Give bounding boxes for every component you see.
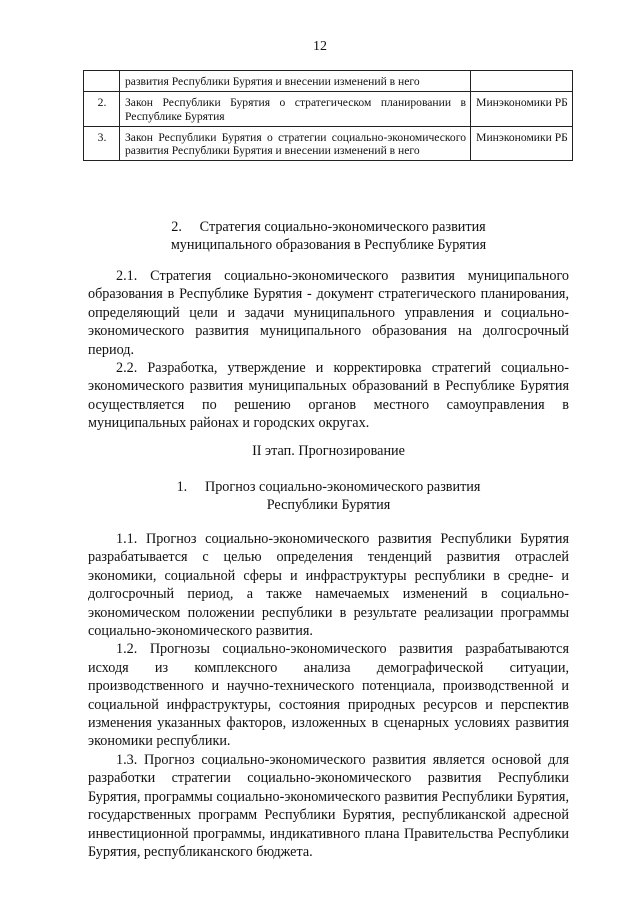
section-1-body bbox=[88, 530, 569, 861]
section-2-heading-line1: 2. Стратегия социально-экономического развития bbox=[171, 219, 486, 235]
row-responsible bbox=[471, 71, 573, 92]
table-row bbox=[84, 71, 573, 92]
paragraph-2-2: 2.2. Разработка, утверждение и корректировка стратегий социально-экономического развития муниципальных образований в Республике Бурятия осуществляется по решению органов местного самоуправления в муниципальных районах и городских округах. bbox=[88, 360, 569, 432]
section-2-heading bbox=[88, 218, 569, 255]
row-responsible: Минэкономики РБ bbox=[471, 92, 573, 127]
paragraph-1-1: 1.1. Прогноз социально-экономического развития Республики Бурятия разрабатывается с целью определения тенденций развития отраслей экономики, социальной сферы и инфраструктуры республики в средне- и долгосрочный период, а также намечаемых изменений в социально-экономическом положении республики в результате реализации программы социально-экономического развития. bbox=[88, 531, 569, 640]
table-row bbox=[84, 126, 573, 161]
paragraph-1-2: 1.2. Прогнозы социально-экономического развития разрабатываются исходя из комплексного анализа демографической ситуации, производственного и научно-технического потенциала, производственной и социальной инфраструктуры, состояния природных ресурсов и перспектив изменения указанных факторов, изложенных в сценарных условиях развития экономики республики. bbox=[88, 641, 569, 750]
row-title: Закон Республики Бурятия о стратегическом планировании в Республике Бурятия bbox=[120, 92, 471, 127]
section-1-heading-line2: Республики Бурятия bbox=[266, 497, 391, 514]
legislation-table bbox=[83, 70, 573, 161]
page-number: 12 bbox=[313, 39, 327, 54]
section-1-heading bbox=[88, 478, 569, 515]
section-1-heading-line1: 1. Прогноз социально-экономического развития bbox=[176, 479, 481, 495]
paragraph-1-3: 1.3. Прогноз социально-экономического развития является основой для разработки стратегии социально-экономического развития Республики Бурятия, программы социально-экономического развития Республики Бурятия, государственных программ Республики Бурятия, республиканской адресной инвестиционной программы, индикативного плана Правительства Республики Бурятия, республиканского бюджета. bbox=[88, 751, 569, 860]
table-row bbox=[84, 92, 573, 127]
row-responsible: Минэкономики РБ bbox=[471, 126, 573, 161]
stage-title: II этап. Прогнозирование bbox=[252, 443, 405, 459]
section-2-heading-line2: муниципального образования в Республике Бурятия bbox=[170, 237, 487, 254]
row-number bbox=[84, 71, 120, 92]
section-2-body bbox=[88, 267, 569, 433]
paragraph-2-1: 2.1. Стратегия социально-экономического развития муниципального образования в Республике Бурятия - документ стратегического планирования, определяющий цели и задачи муниципального управления и социально-экономического развития муниципального образования на долгосрочный период. bbox=[88, 268, 569, 358]
row-title: развития Республики Бурятия и внесении изменений в него bbox=[120, 71, 471, 92]
row-number: 3. bbox=[84, 126, 120, 161]
row-title: Закон Республики Бурятия о стратегии социально-экономического развития Республики Бурятия и внесении изменений в него bbox=[120, 126, 471, 161]
row-number: 2. bbox=[84, 92, 120, 127]
